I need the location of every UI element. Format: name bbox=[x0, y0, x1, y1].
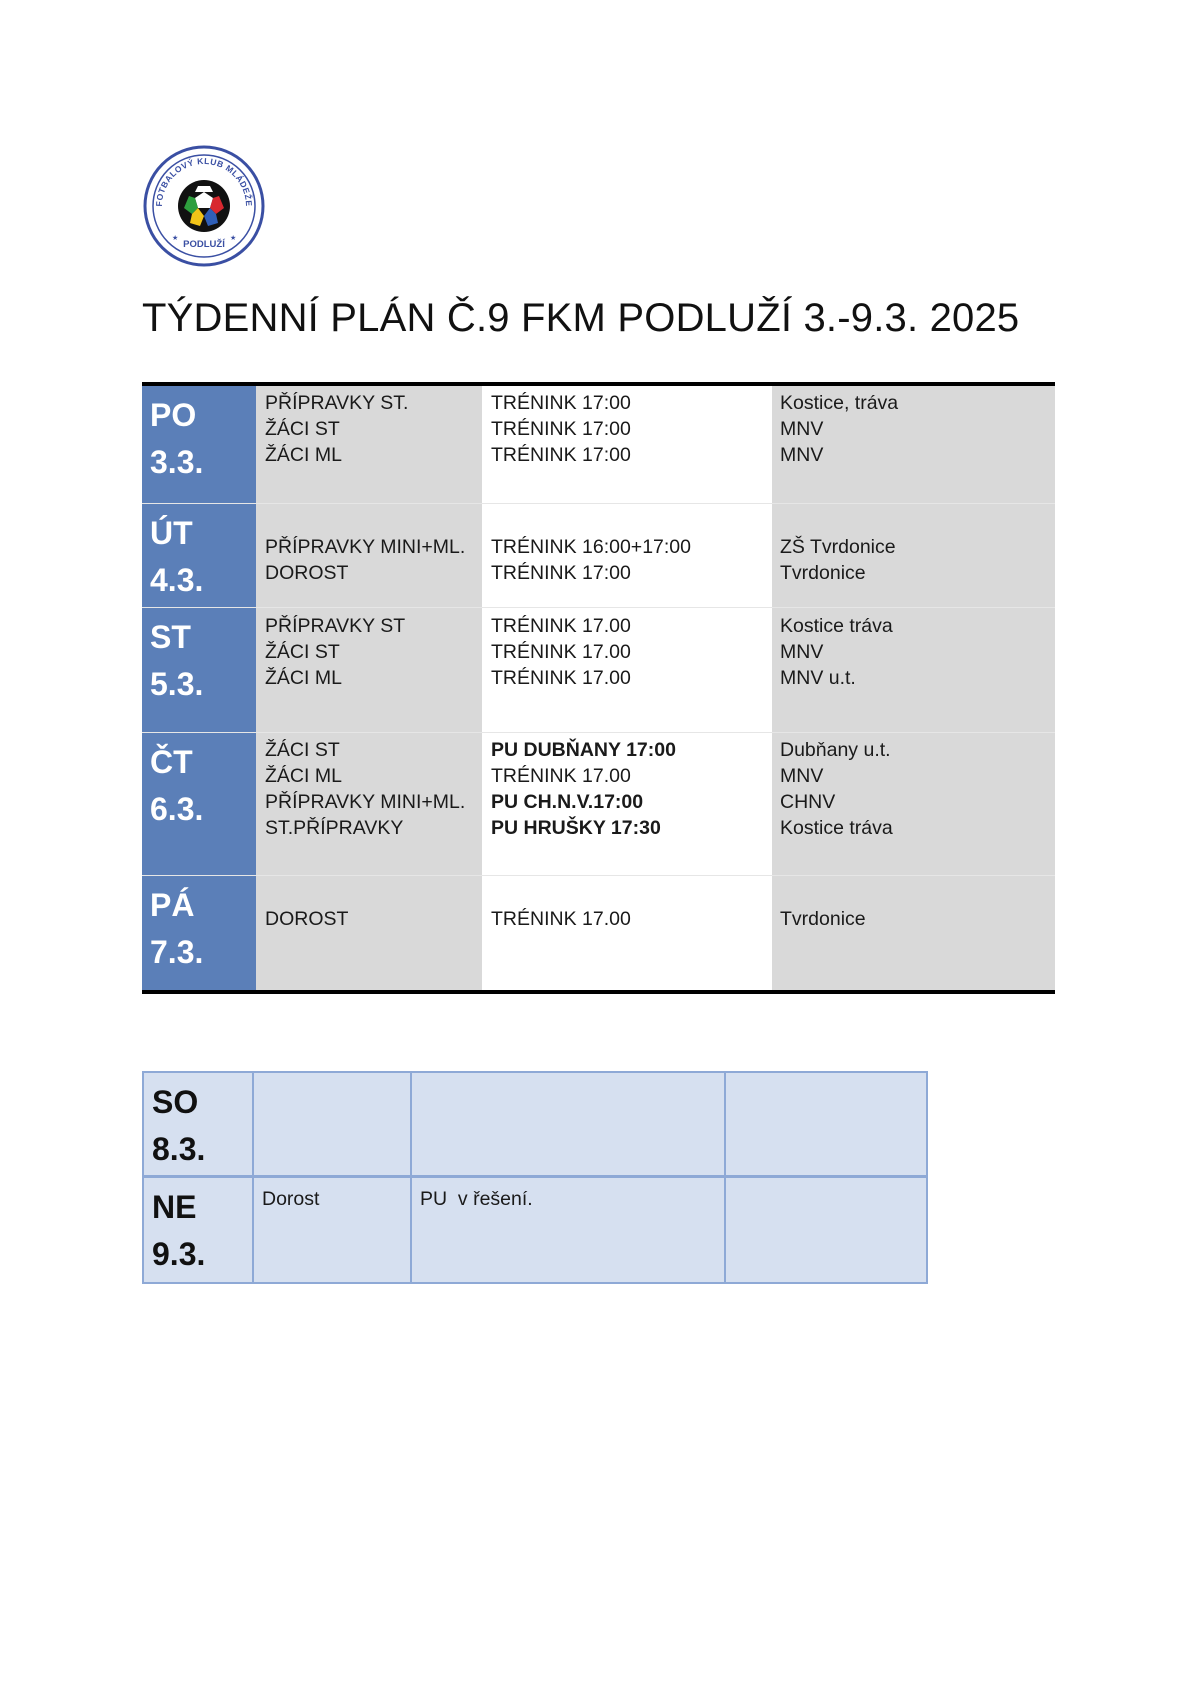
weekday-schedule-table bbox=[142, 382, 1055, 994]
day-label: ST bbox=[150, 619, 191, 655]
team-cell bbox=[253, 1072, 411, 1177]
day-date: 5.3. bbox=[150, 666, 204, 702]
teams-cell bbox=[256, 876, 482, 990]
activity-label: TRÉNINK 17.00 bbox=[491, 667, 631, 689]
table-row-tuesday bbox=[142, 504, 1055, 608]
activity-cell bbox=[411, 1072, 725, 1177]
place-cell bbox=[725, 1072, 927, 1177]
page-title: TÝDENNÍ PLÁN Č.9 FKM PODLUŽÍ 3.-9.3. 2025 bbox=[142, 296, 1020, 340]
activity-cell: PU v řešení. bbox=[411, 1177, 725, 1284]
team-label: PŘÍPRAVKY MINI+ML. bbox=[265, 791, 466, 813]
logo-text-bottom: PODLUŽÍ bbox=[183, 239, 225, 250]
place-label: Tvrdonice bbox=[780, 908, 866, 930]
team-label: ŽÁCI ML bbox=[265, 444, 342, 466]
activities-cell bbox=[482, 386, 772, 503]
activity-label: TRÉNINK 17.00 bbox=[491, 908, 631, 930]
places-cell bbox=[772, 733, 1055, 875]
day-label: PÁ bbox=[150, 887, 195, 923]
day-cell bbox=[143, 1072, 253, 1177]
day-cell bbox=[142, 504, 256, 607]
activities-cell bbox=[482, 504, 772, 607]
places-cell bbox=[772, 608, 1055, 732]
day-date: 3.3. bbox=[150, 444, 204, 480]
place-label: MNV bbox=[780, 418, 824, 440]
activity-label: TRÉNINK 17:00 bbox=[491, 562, 631, 584]
team-label: ŽÁCI ST bbox=[265, 739, 340, 761]
team-label: PŘÍPRAVKY ST. bbox=[265, 392, 409, 414]
teams-cell bbox=[256, 386, 482, 503]
activity-label: TRÉNINK 17.00 bbox=[491, 615, 631, 637]
activity-label: TRÉNINK 17:00 bbox=[491, 392, 631, 414]
team-label: DOROST bbox=[265, 562, 349, 584]
day-cell bbox=[142, 876, 256, 990]
team-label: ŽÁCI ML bbox=[265, 765, 342, 787]
teams-cell bbox=[256, 504, 482, 607]
day-date: 8.3. bbox=[152, 1131, 206, 1167]
day-cell bbox=[142, 733, 256, 875]
day-label: SO bbox=[152, 1084, 199, 1120]
places-cell bbox=[772, 386, 1055, 503]
day-date: 9.3. bbox=[152, 1236, 206, 1272]
place-label: ZŠ Tvrdonice bbox=[780, 536, 896, 558]
place-label: Tvrdonice bbox=[780, 562, 866, 584]
table-row-saturday bbox=[143, 1072, 927, 1177]
team-label: PŘÍPRAVKY ST bbox=[265, 615, 406, 637]
places-cell bbox=[772, 504, 1055, 607]
team-label: DOROST bbox=[265, 908, 349, 930]
table-row-friday bbox=[142, 876, 1055, 990]
team-label: ŽÁCI ML bbox=[265, 667, 342, 689]
teams-cell bbox=[256, 733, 482, 875]
place-label: Dubňany u.t. bbox=[780, 739, 891, 761]
table-row-thursday bbox=[142, 733, 1055, 876]
place-cell bbox=[725, 1177, 927, 1284]
place-label: MNV bbox=[780, 444, 824, 466]
day-label: NE bbox=[152, 1189, 197, 1225]
club-logo bbox=[142, 144, 266, 268]
activities-cell bbox=[482, 608, 772, 732]
svg-text:★: ★ bbox=[172, 235, 179, 242]
table-row-monday bbox=[142, 386, 1055, 504]
day-cell bbox=[142, 608, 256, 732]
activities-cell bbox=[482, 876, 772, 990]
place-label: CHNV bbox=[780, 791, 836, 813]
activity-label: TRÉNINK 17.00 bbox=[491, 641, 631, 663]
day-label: ÚT bbox=[150, 515, 193, 551]
day-date: 7.3. bbox=[150, 934, 204, 970]
teams-cell bbox=[256, 608, 482, 732]
activity-label: PU CH.N.V.17:00 bbox=[491, 791, 644, 813]
places-cell bbox=[772, 876, 1055, 990]
activity-label: TRÉNINK 17.00 bbox=[491, 765, 631, 787]
activities-cell bbox=[482, 733, 772, 875]
team-label: ŽÁCI ST bbox=[265, 418, 340, 440]
activity-label: PU HRUŠKY 17:30 bbox=[491, 817, 661, 839]
activity-label: TRÉNINK 16:00+17:00 bbox=[491, 536, 691, 558]
day-cell bbox=[142, 386, 256, 503]
team-label: PŘÍPRAVKY MINI+ML. bbox=[265, 536, 466, 558]
svg-text:★: ★ bbox=[230, 235, 237, 242]
team-label: ST.PŘÍPRAVKY bbox=[265, 817, 404, 839]
place-label: Kostice tráva bbox=[780, 615, 893, 637]
team-cell: Dorost bbox=[253, 1177, 411, 1284]
day-date: 4.3. bbox=[150, 562, 204, 598]
place-label: Kostice, tráva bbox=[780, 392, 899, 414]
day-date: 6.3. bbox=[150, 791, 204, 827]
table-row-sunday bbox=[143, 1177, 927, 1284]
activity-label: TRÉNINK 17:00 bbox=[491, 444, 631, 466]
day-label: PO bbox=[150, 397, 197, 433]
activity-label: PU DUBŇANY 17:00 bbox=[491, 739, 676, 761]
day-label: ČT bbox=[150, 744, 193, 780]
day-cell bbox=[143, 1177, 253, 1284]
place-label: Kostice tráva bbox=[780, 817, 893, 839]
activity-label: TRÉNINK 17:00 bbox=[491, 418, 631, 440]
place-label: MNV u.t. bbox=[780, 667, 856, 689]
table-row-wednesday bbox=[142, 608, 1055, 733]
place-label: MNV bbox=[780, 765, 824, 787]
logo-text-top: FOTBALOVÝ KLUB MLÁDEŽE bbox=[153, 155, 255, 207]
club-logo-emblem bbox=[142, 144, 266, 268]
team-label: ŽÁCI ST bbox=[265, 641, 340, 663]
weekend-schedule-table bbox=[142, 1071, 928, 1284]
place-label: MNV bbox=[780, 641, 824, 663]
